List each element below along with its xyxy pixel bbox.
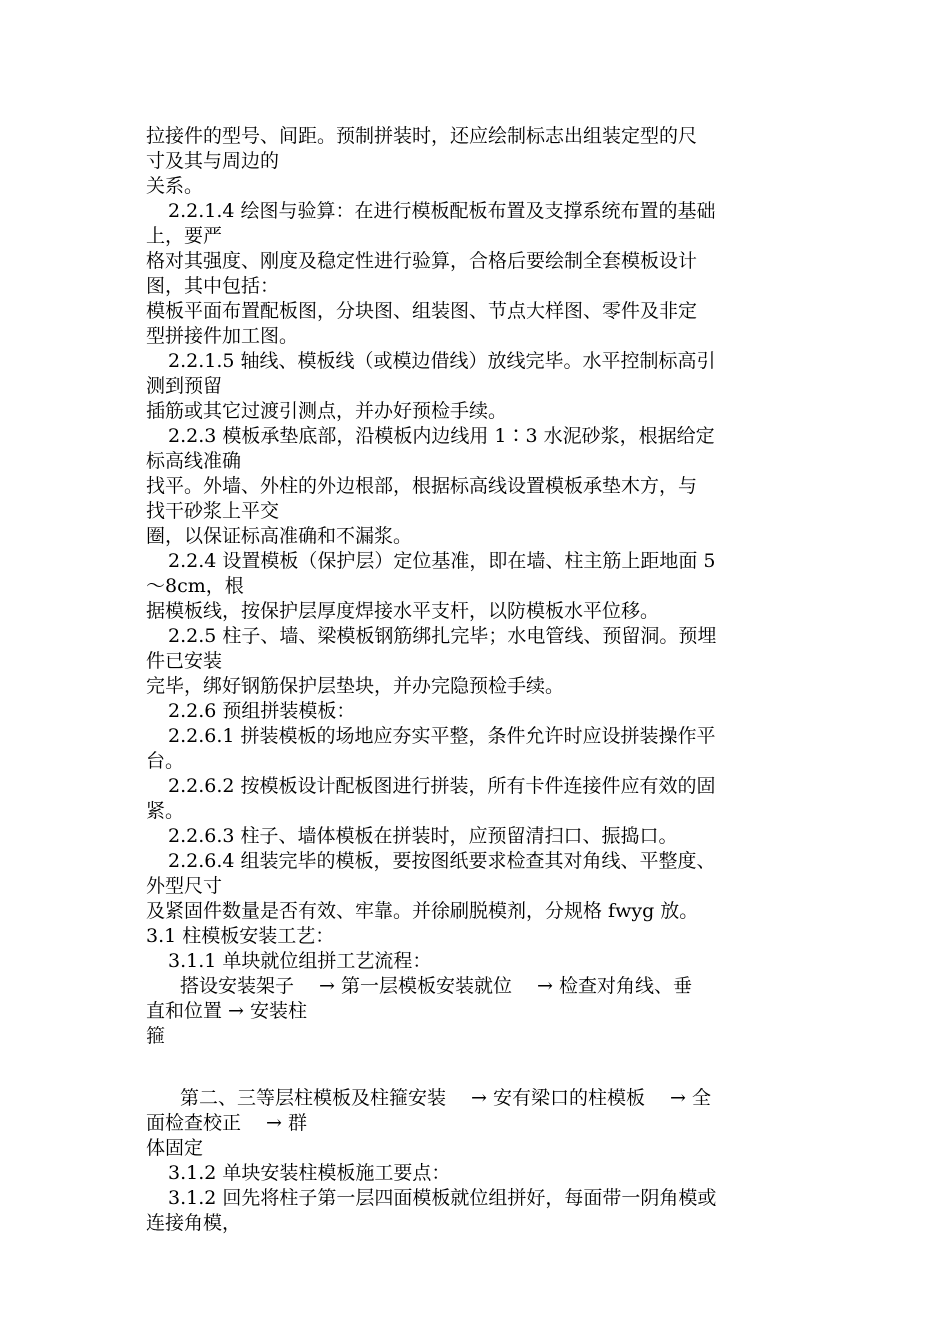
- section-heading-3-1-2: 3.1.2 单块安装柱模板施工要点：: [168, 1162, 451, 1184]
- text-line: ～8cm，根: [146, 575, 244, 597]
- text-line: 插筋或其它过渡引测点，并办好预检手续。: [146, 400, 508, 422]
- text-line: 及紧固件数量是否有效、牢靠。并徐刷脱模剂，分规格 fwyg 放。: [146, 900, 699, 922]
- text-line: 找平。外墙、外柱的外边根部，根据标高线设置模板承垫木方，与: [146, 475, 698, 497]
- text-line: 关系。: [146, 175, 204, 197]
- text-line: 据模板线，按保护层厚度焊接水平支杆，以防模板水平位移。: [146, 600, 660, 622]
- process-flow-line: 箍: [146, 1025, 166, 1047]
- text-line: 上，要严: [146, 225, 223, 247]
- blank-gap: [146, 1049, 810, 1086]
- text-line: 测到预留: [146, 375, 223, 397]
- text-line: 格对其强度、刚度及稳定性进行验算，合格后要绘制全套模板设计: [146, 250, 698, 272]
- section-heading-2-2-6-2: 2.2.6.2 按模板设计配板图进行拼装，所有卡件连接件应有效的固: [168, 775, 716, 797]
- text-line: 紧。: [146, 800, 185, 822]
- text-line: 拉接件的型号、间距。预制拼装时，还应绘制标志出组装定型的尺: [146, 125, 698, 147]
- text-line: 完毕，绑好钢筋保护层垫块，并办完隐预检手续。: [146, 675, 565, 697]
- section-heading-2-2-1-4: 2.2.1.4 绘图与验算：在进行模板配板布置及支撑系统布置的基础: [168, 200, 716, 222]
- text-line: 找干砂浆上平交: [146, 500, 280, 522]
- text-line: 台。: [146, 750, 185, 772]
- process-flow-line: 直和位置 → 安装柱: [146, 1000, 307, 1022]
- section-heading-2-2-6-1: 2.2.6.1 拼装模板的场地应夯实平整，条件允许时应设拼装操作平: [168, 725, 716, 747]
- process-flow-line: 第二、三等层柱模板及柱箍安装 → 安有梁口的柱模板 → 全: [180, 1087, 711, 1109]
- section-heading-3-1-2-b: 3.1.2 回先将柱子第一层四面模板就位组拼好，每面带一阴角模或: [168, 1187, 717, 1209]
- section-heading-2-2-3: 2.2.3 模板承垫底部，沿模板内边线用 1∶3 水泥砂浆，根据给定: [168, 425, 715, 447]
- section-heading-2-2-6: 2.2.6 预组拼装模板：: [168, 700, 356, 722]
- text-line: 型拼接件加工图。: [146, 325, 299, 347]
- section-heading-2-2-5: 2.2.5 柱子、墙、梁模板钢筋绑扎完毕；水电管线、预留洞。预埋: [168, 625, 717, 647]
- text-line: 寸及其与周边的: [146, 150, 280, 172]
- section-heading-3-1: 3.1 柱模板安装工艺：: [146, 925, 335, 947]
- document-body: [146, 124, 810, 1236]
- process-flow-line: 搭设安装架子 → 第一层模板安装就位 → 检查对角线、垂: [180, 975, 692, 997]
- process-flow-line: 体固定: [146, 1137, 204, 1159]
- section-heading-2-2-4: 2.2.4 设置模板（保护层）定位基准，即在墙、柱主筋上距地面 5: [168, 550, 716, 572]
- text-line: 圈，以保证标高准确和不漏浆。: [146, 525, 413, 547]
- section-heading-2-2-6-3: 2.2.6.3 柱子、墙体模板在拼装时，应预留清扫口、振捣口。: [168, 825, 678, 847]
- section-heading-2-2-1-5: 2.2.1.5 轴线、模板线（或模边借线）放线完毕。水平控制标高引: [168, 350, 716, 372]
- text-line: 图，其中包括：: [146, 275, 280, 297]
- text-line: 模板平面布置配板图，分块图、组装图、节点大样图、零件及非定: [146, 300, 698, 322]
- text-line: 外型尺寸: [146, 875, 223, 897]
- section-heading-2-2-6-4: 2.2.6.4 组装完毕的模板，要按图纸要求检查其对角线、平整度、: [168, 850, 716, 872]
- process-flow-line: 面检查校正 → 群: [146, 1112, 307, 1134]
- section-heading-3-1-1: 3.1.1 单块就位组拼工艺流程：: [168, 950, 432, 972]
- text-line: 连接角模，: [146, 1212, 242, 1234]
- text-line: 件已安装: [146, 650, 223, 672]
- text-line: 标高线准确: [146, 450, 242, 472]
